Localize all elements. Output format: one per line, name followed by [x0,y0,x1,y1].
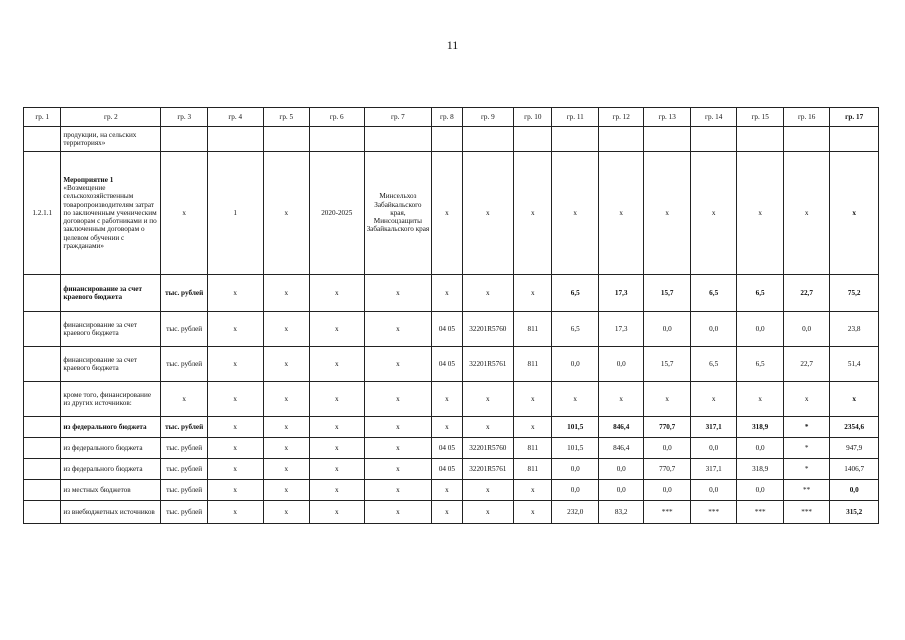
table-cell: тыс. рублей [161,438,207,459]
table-cell: 32201R5761 [462,347,514,382]
table-cell: 15,7 [644,347,690,382]
table-cell: 101,5 [552,438,598,459]
table-cell [690,127,736,152]
table-cell [161,127,207,152]
table-cell: x [364,501,432,524]
table-cell: x [514,480,552,501]
table-cell: x [161,152,207,275]
budget-table [23,107,879,524]
table-cell: x [309,417,364,438]
table-cell: тыс. рублей [161,417,207,438]
table-cell: x [830,152,879,275]
table-cell: x [364,312,432,347]
table-cell: 811 [514,438,552,459]
table-cell: 6,5 [690,347,736,382]
table-cell: из федерального бюджета [61,417,161,438]
table-cell: 0,0 [552,347,598,382]
table-row [24,152,879,275]
table-cell: x [207,312,263,347]
table-cell: 0,0 [552,459,598,480]
table-cell: 0,0 [783,312,829,347]
table-cell [24,459,61,480]
table-cell: x [364,438,432,459]
table-cell: 315,2 [830,501,879,524]
header-row [24,108,879,127]
table-cell: x [263,501,309,524]
table-cell: 318,9 [737,417,783,438]
table-row [24,382,879,417]
table-cell [644,127,690,152]
table-cell: x [364,459,432,480]
table-cell: 2020-2025 [309,152,364,275]
table-cell: 75,2 [830,275,879,312]
table-cell: x [690,382,736,417]
table-cell: x [432,275,462,312]
table-cell: x [309,459,364,480]
table-cell: x [514,382,552,417]
table-cell: x [432,382,462,417]
table-cell: x [462,480,514,501]
table-cell: x [462,382,514,417]
table-cell: x [830,382,879,417]
table-cell: Минсельхоз Забайкальского края, Минсоцзащиты Забайкальского края [364,152,432,275]
table-cell: x [263,438,309,459]
table-cell: 811 [514,312,552,347]
table-cell: x [263,459,309,480]
table-cell: 770,7 [644,459,690,480]
table-cell: x [263,312,309,347]
table-row [24,347,879,382]
table-cell: 83,2 [598,501,643,524]
table-cell: * [783,459,829,480]
table-cell: x [783,382,829,417]
table-row [24,275,879,312]
table-cell: 0,0 [644,480,690,501]
table-cell: x [598,382,643,417]
column-header: гр. 6 [309,108,364,127]
column-header: гр. 3 [161,108,207,127]
column-header: гр. 17 [830,108,879,127]
table-cell: 1.2.1.1 [24,152,61,275]
table-cell [61,152,161,275]
table-cell: кроме того, финансирование из других источников: [61,382,161,417]
table-row [24,501,879,524]
table-cell: 0,0 [830,480,879,501]
table-cell: 17,3 [598,275,643,312]
table-cell: x [309,382,364,417]
table-cell: 32201R5761 [462,459,514,480]
table-cell: x [309,480,364,501]
column-header: гр. 8 [432,108,462,127]
table-cell: 811 [514,347,552,382]
table-cell: 0,0 [737,480,783,501]
table-cell: 317,1 [690,459,736,480]
table-cell: x [263,480,309,501]
table-cell: 0,0 [598,347,643,382]
table-cell: тыс. рублей [161,501,207,524]
column-header: гр. 14 [690,108,736,127]
table-cell: x [783,152,829,275]
table-cell: 6,5 [552,312,598,347]
table-cell: 947,9 [830,438,879,459]
table-cell: x [309,312,364,347]
table-cell: x [737,382,783,417]
table-cell [514,127,552,152]
column-header: гр. 13 [644,108,690,127]
table-cell: из федерального бюджета [61,459,161,480]
table-cell [432,127,462,152]
table-cell [783,127,829,152]
table-cell: x [598,152,643,275]
table-cell: 0,0 [598,459,643,480]
table-cell: x [263,152,309,275]
table-cell: финансирование за счет краевого бюджета [61,275,161,312]
column-header: гр. 1 [24,108,61,127]
table-cell: 1 [207,152,263,275]
table-cell [24,417,61,438]
table-cell [309,127,364,152]
table-cell: x [462,152,514,275]
table-cell: тыс. рублей [161,459,207,480]
column-header: гр. 2 [61,108,161,127]
table-cell: 846,4 [598,417,643,438]
table-cell [830,127,879,152]
table-cell: 1406,7 [830,459,879,480]
table-cell: 846,4 [598,438,643,459]
table-cell: из местных бюджетов [61,480,161,501]
table-cell: *** [644,501,690,524]
measure-description: «Возмещение сельскохозяйственным товаропроизводителям затрат по заключенным ученическим договорам с работниками и по заключенным договорам о целевом обучении с гражданами» [63,184,157,250]
table-cell: 04 05 [432,459,462,480]
table-cell [364,127,432,152]
table-cell: x [309,501,364,524]
table-cell: 15,7 [644,275,690,312]
table-cell: x [364,347,432,382]
table-cell: тыс. рублей [161,312,207,347]
table-cell: 0,0 [737,312,783,347]
table-cell: x [552,382,598,417]
table-cell: 22,7 [783,275,829,312]
table-cell: x [263,382,309,417]
table-cell: 317,1 [690,417,736,438]
table-cell: x [309,438,364,459]
table-cell: продукции, на сельских территориях» [61,127,161,152]
measure-title: Мероприятие 1 [63,176,114,185]
table-cell: x [514,152,552,275]
table-cell: 0,0 [552,480,598,501]
table-cell: x [644,382,690,417]
table-row [24,312,879,347]
table-cell: x [737,152,783,275]
table-cell: 232,0 [552,501,598,524]
table-cell: x [690,152,736,275]
table-cell: x [207,382,263,417]
column-header: гр. 11 [552,108,598,127]
table-cell: 04 05 [432,438,462,459]
table-cell: x [462,501,514,524]
table-cell: 17,3 [598,312,643,347]
column-header: гр. 4 [207,108,263,127]
table-cell: x [462,275,514,312]
table-cell [24,480,61,501]
table-cell: * [783,417,829,438]
table-cell: 0,0 [644,312,690,347]
table-cell: 51,4 [830,347,879,382]
table-cell: x [207,459,263,480]
table-cell: *** [737,501,783,524]
column-header: гр. 10 [514,108,552,127]
table-cell [24,501,61,524]
table-cell: 0,0 [690,312,736,347]
column-header: гр. 15 [737,108,783,127]
table-cell: тыс. рублей [161,480,207,501]
table-cell: *** [783,501,829,524]
table-cell [207,127,263,152]
table-cell: x [514,501,552,524]
table-cell: x [432,501,462,524]
table-row [24,438,879,459]
table-cell: x [552,152,598,275]
column-header: гр. 9 [462,108,514,127]
table-cell: финансирование за счет краевого бюджета [61,312,161,347]
column-header: гр. 7 [364,108,432,127]
table-cell: 23,8 [830,312,879,347]
table-cell: финансирование за счет краевого бюджета [61,347,161,382]
table-cell: 6,5 [737,347,783,382]
table-cell: x [309,347,364,382]
table-cell: 2354,6 [830,417,879,438]
table-cell: ** [783,480,829,501]
table-cell: 32201R5760 [462,312,514,347]
table-cell: x [364,417,432,438]
table-cell: x [364,480,432,501]
table-cell: x [207,417,263,438]
table-cell: *** [690,501,736,524]
table-cell: x [432,417,462,438]
table-row [24,480,879,501]
column-header: гр. 12 [598,108,643,127]
table-cell: x [432,480,462,501]
table-cell [737,127,783,152]
table-cell: из внебюджетных источников [61,501,161,524]
table-cell [24,347,61,382]
table-cell: 0,0 [737,438,783,459]
table-cell: x [263,347,309,382]
table-cell: * [783,438,829,459]
column-header: гр. 16 [783,108,829,127]
table-cell: x [462,417,514,438]
table-cell: x [364,275,432,312]
table-cell: 770,7 [644,417,690,438]
table-cell: x [432,152,462,275]
table-cell: x [514,275,552,312]
table-cell: 101,5 [552,417,598,438]
table-cell: x [309,275,364,312]
table-cell: из федерального бюджета [61,438,161,459]
table-cell: 6,5 [690,275,736,312]
table-cell: 318,9 [737,459,783,480]
table-cell [24,312,61,347]
table-cell [552,127,598,152]
table-cell: 04 05 [432,312,462,347]
table-cell [24,382,61,417]
table-cell: x [207,347,263,382]
table-cell: тыс. рублей [161,275,207,312]
table-cell: x [364,382,432,417]
table-cell: x [644,152,690,275]
table-cell: x [263,417,309,438]
table-cell [462,127,514,152]
table-row [24,459,879,480]
table-cell: x [207,275,263,312]
table-cell: 0,0 [598,480,643,501]
table-cell: x [207,438,263,459]
table-cell: x [207,501,263,524]
table-cell: x [263,275,309,312]
table-cell: x [514,417,552,438]
table-cell: 0,0 [690,480,736,501]
table-cell: 6,5 [737,275,783,312]
table-cell: тыс. рублей [161,347,207,382]
table-cell: 32201R5760 [462,438,514,459]
table-cell: 22,7 [783,347,829,382]
table-cell: 0,0 [644,438,690,459]
table-row [24,417,879,438]
table-cell: 04 05 [432,347,462,382]
table-cell [263,127,309,152]
column-header: гр. 5 [263,108,309,127]
table-cell: 0,0 [690,438,736,459]
page-number: 11 [446,38,459,52]
table-cell: x [207,480,263,501]
table-cell [24,275,61,312]
table-cell: 6,5 [552,275,598,312]
table-cell: x [161,382,207,417]
table-cell [24,127,61,152]
table-cell [598,127,643,152]
table-row [24,127,879,152]
table-cell: 811 [514,459,552,480]
table-cell [24,438,61,459]
